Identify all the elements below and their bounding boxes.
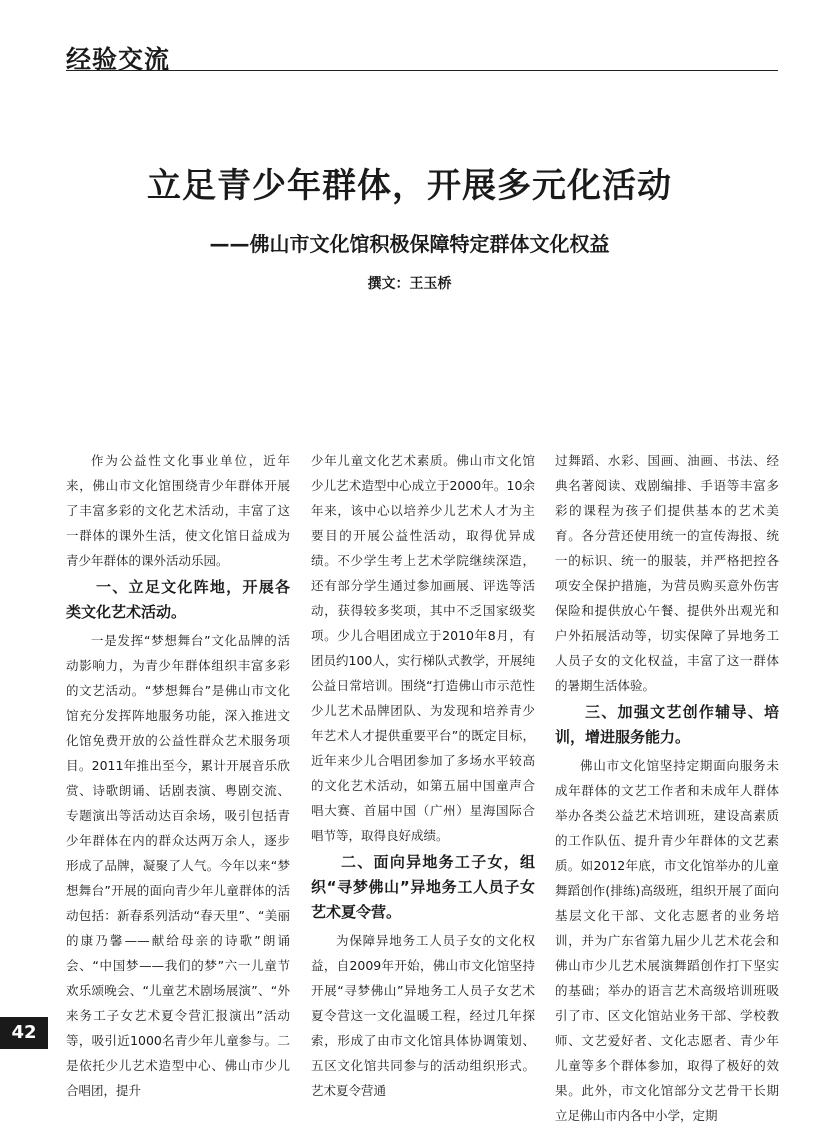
page-number: 42 [0,1017,48,1049]
article-byline: 撰文：王玉桥 [367,276,452,292]
header-divider [66,70,778,71]
section-heading-2: 二、面向异地务工子女，组织“寻梦佛山”异地务工人员子女艺术夏令营。 [311,853,535,921]
paragraph: 少年儿童文化艺术素质。佛山市文化馆少儿艺术造型中心成立于2000年。10余年来，该中心以培养少儿艺术人才为主要目的开展公益性活动，取得优异成绩。不少学生考上艺术学院继续深造，还有部分学生通过参加画展、评选等活动，获得较多奖项，其中不乏国家级奖项。少儿合唱团成立于2010年8月，有团员约100人，实行梯队式教学，开展纯公益日常培训。围绕“打造佛山市示范性少儿艺术品牌团队、为发现和培养青少年艺术人才提供重要平台”的既定目标，近年来少儿合唱团参加了多场水平较高的文化艺术活动，如第五届中国童声合唱大赛、首届中国（广州）星海国际合唱节等，取得良好成绩。 [311,453,535,843]
paragraph: 一是发挥“梦想舞台”文化品牌的活动影响力，为青少年群体组织丰富多彩的文艺活动。“梦想舞台”是佛山市文化馆充分发挥阵地服务功能，深入推进文化馆免费开放的公益性群众艺术服务项目。2011年推出至今，累计开展音乐欣赏、诗歌朗诵、话剧表演、粤剧交流、专题演出等活动达百余场，吸引包括青少年群体在内的群众达两万余人，逐步形成了品牌，凝聚了人气。今年以来“梦想舞台”开展的面向青少年儿童群体的活动包括：新春系列活动“春天里”、“美丽的康乃馨——献给母亲的诗歌”朗诵会、“中国梦——我们的梦”六一儿童节欢乐颂晚会、“儿童艺术剧场展演”、“外来务工子女艺术夏令营汇报演出”活动等，吸引近1000名青少年儿童参与。二是依托少儿艺术造型中心、佛山市少儿合唱团，提升 [66,633,290,1098]
paragraph: 过舞蹈、水彩、国画、油画、书法、经典名著阅读、戏剧编排、手语等丰富多彩的课程为孩子们提供基本的艺术美育。各分营还使用统一的宣传海报、统一的标识、统一的服装，并严格把控各项安全保护措施，为营员购买意外伤害保险和提供放心午餐、提供外出观光和户外拓展活动等，切实保障了异地务工人员子女的文化权益，丰富了这一群体的暑期生活体验。 [555,453,779,693]
paragraph: 佛山市文化馆坚持定期面向服务未成年群体的文艺工作者和未成年人群体举办各类公益艺术培训班，建设高素质的工作队伍、提升青少年群体的文艺素质。如2012年底，市文化馆举办的儿童舞蹈创作(排练)高级班，组织开展了面向基层文化干部、文化志愿者的业务培训，并为广东省第九届少儿艺术花会和佛山市少儿艺术展演舞蹈创作打下坚实的基础；举办的语言艺术高级培训班吸引了市、区文化馆站业务干部、学校教师、文艺爱好者、文化志愿者、青少年儿童等多个群体参加，取得了极好的效果。此外，市文化馆部分文艺骨干长期立足佛山市内各中小学，定期 [555,758,779,1123]
paragraph: 作为公益性文化事业单位，近年来，佛山市文化馆围绕青少年群体开展了丰富多彩的文化艺术活动，丰富了这一群体的课外生活，使文化馆日益成为青少年群体的课外活动乐园。 [66,453,290,568]
section-heading-3: 三、加强文艺创作辅导、培训，增进服务能力。 [555,703,779,746]
paragraph: 为保障异地务工人员子女的文化权益，自2009年开始，佛山市文化馆坚持开展“寻梦佛山”异地务工人员子女艺术夏令营这一文化温暖工程，经过几年探索，形成了由市文化馆具体协调策划、五区文化馆共同参与的活动组织形式。艺术夏令营通 [311,933,535,1098]
text-column-3 [555,448,779,1128]
section-heading-1: 一、立足文化阵地，开展各类文化艺术活动。 [66,578,290,621]
article-title: 立足青少年群体，开展多元化活动 [147,166,672,206]
section-label: 经验交流 [66,45,171,74]
text-column-2 [311,448,535,1103]
text-column-1 [66,448,290,1103]
article-subtitle: ——佛山市文化馆积极保障特定群体文化权益 [209,232,610,256]
